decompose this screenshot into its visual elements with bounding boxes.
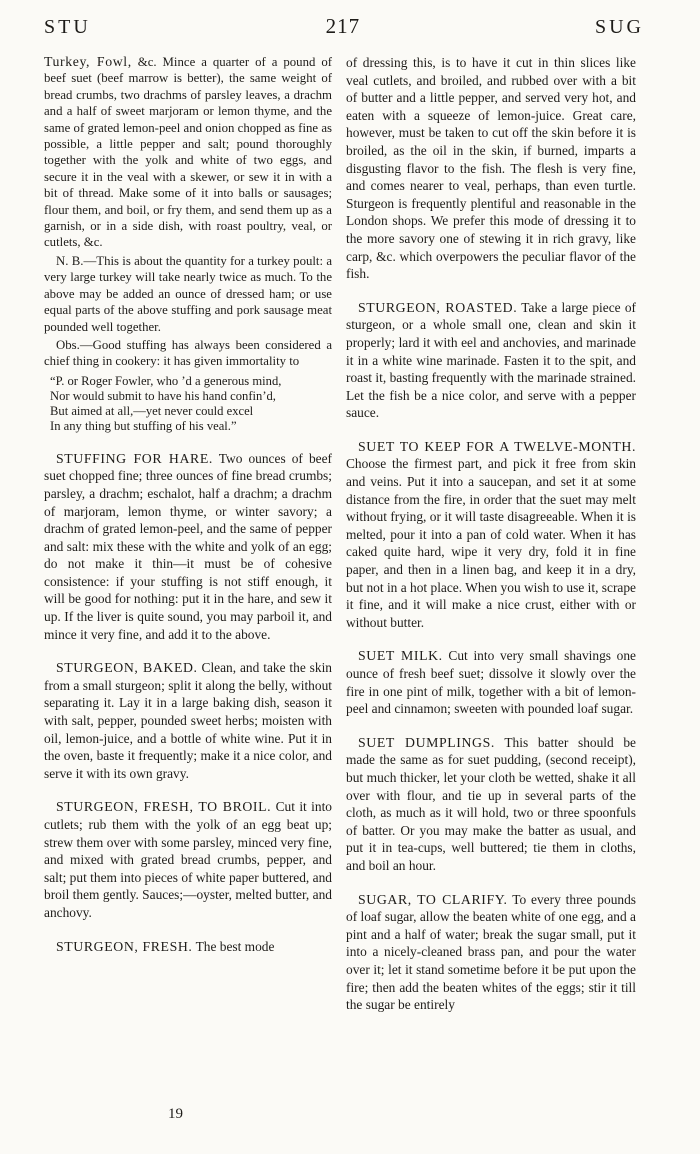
entry-heading: STURGEON, BAKED. (56, 660, 198, 676)
entry-sturgeon-broil (44, 798, 332, 921)
entry-heading: STURGEON, ROASTED. (358, 299, 518, 315)
entry-suet-to-keep (346, 438, 636, 632)
entry-body: The best mode (195, 938, 275, 954)
entry-heading: Turkey, Fowl, (44, 54, 132, 69)
entry-body: Two ounces of beef suet chopped fine; three ounces of fine bread crumbs; parsley, a drachm; eschalot, half a drachm; a drachm of marjoram, lemon thyme, or winter savory; a drachm of grated lemon-peel, and the same of pepper and salt: mix these with the white and yolk of an egg; do not make it thin—it must be of cohesive consistence: if your stuffing is not stiff enough, it will be good for nothing: put it in the hare, and sew it up. If the liver is quite sound, you may parboil it, and mince it very fine, and add it to the above. (44, 450, 332, 642)
verse-line: But aimed at all,—yet never could excel (50, 403, 254, 418)
entry-heading: SUGAR, TO CLARIFY. (358, 891, 508, 907)
left-column (44, 54, 332, 971)
entry-suet-dumplings (346, 734, 636, 875)
entry-body: This batter should be made the same as for suet pudding, (second receipt), but much thicker, let your cloth be wetted, shake it all over with flour, and tie up in several parts of the cloth, as much as it will hold, two or three spoonfuls of batter. Or you may make the batter as usual, and put it in tea-cups, well buttered; tie them in cloths, and boil an hour. (346, 734, 636, 873)
page-number: 217 (325, 14, 361, 38)
entry-stuffing-for-hare (44, 450, 332, 644)
running-header (44, 14, 644, 40)
obs-note: Obs.—Good stuffing has always been considered a chief thing in cookery: it has given immortality to (44, 337, 332, 369)
verse-quote (50, 374, 332, 434)
entry-heading: SUET TO KEEP FOR A TWELVE-MONTH. (358, 438, 636, 454)
right-column (346, 54, 636, 1030)
entry-sturgeon-fresh (44, 938, 332, 956)
entry-sturgeon-roasted (346, 299, 636, 422)
entry-sugar-to-clarify (346, 891, 636, 1014)
nb-note: N. B.—This is about the quantity for a turkey poult: a very large turkey will take nearly twice as much. To the above may be added an ounce of dressed ham; or use equal parts of the above stuffing and pork sausage meat pounded well together. (44, 253, 332, 334)
entry-body: Clean, and take the skin from a small sturgeon; split it along the belly, without separating it. Lay it in a large baking dish, season it with salt, pepper, pounded sweet herbs; moisten with oil, lemon-juice, and a bottle of white wine. Put it in the oven, baste it frequently; make it a nice color, and serve it with its own gravy. (44, 660, 332, 781)
entry-heading: SUET MILK. (358, 648, 443, 664)
entry-turkey-stuffing (44, 54, 332, 251)
entry-body: &c. Mince a quarter of a pound of beef suet (beef marrow is better), the same weight of bread crumbs, two drachms of parsley leaves, a drachm and a half of sweet marjoram or lemon thyme, and the same of grated lemon-peel and onion chopped as fine as possible, a little pepper and salt; pound thoroughly together with the yolk and white of two eggs, and secure it in the veal with a skewer, or sew it in with a bit of thread. Make some of it into balls or sausages; flour them, and boil, or fry them, and send them up as a garnish, or in a side dish, with roast poultry, veal, or cutlets, &c. (44, 55, 333, 250)
entry-heading: STURGEON, FRESH. (56, 938, 193, 954)
entry-body: Choose the firmest part, and pick it free from skin and veins. Put it into a saucepan, and set it at some distance from the fire, in order that the suet may melt without frying, or it will taste disagreeable. When it is melted, pour it into a pan of cold water. When it has caked quite hard, wipe it very dry, fold it in fine paper, and then in a linen bag, and keep it in a dry, but not in a hot place. When you wish to use it, scrape it fine, and it will make a nice crust, either with or without butter. (346, 456, 636, 630)
entry-sturgeon-fresh-continued (346, 54, 636, 283)
verse-line: In any thing but stuffing of his veal.” (50, 418, 237, 433)
entry-heading: SUET DUMPLINGS. (358, 734, 495, 750)
signature-mark: 19 (168, 1106, 183, 1122)
entry-body: Take a large piece of sturgeon, or a whole small one, clean and skin it properly; lard it with eel and anchovies, and marinade it in a white wine marinade. Fasten it to the spit, and roast it, basting frequently with the marinade strained. Let the fish be a nice color, and serve with a pepper sauce. (346, 299, 636, 421)
verse-line: Nor would submit to have his hand confin’d, (50, 388, 276, 403)
header-right-guide: SUG (594, 16, 644, 38)
entry-body: of dressing this, is to have it cut in thin slices like veal cutlets, and broiled, and rubbed over with a bit of butter and a little pepper, and served very hot, and eaten with a squeeze of lemon-juice. Great care, however, must be taken to cut off the skin before it is broiled, as the oil in the skin, if burned, imparts a disgusting flavor to the fish. The flesh is very fine, and comes nearer to veal, perhaps, than even turtle. Sturgeon is frequently plentiful and reasonable in the London shops. We prefer this mode of dressing it to the more savory one of stewing it in rich gravy, like carp, &c. which overpowers the peculiar flavor of the fish. (346, 55, 636, 282)
entry-body: Cut it into cutlets; rub them with the yolk of an egg beat up; strew them over with some parsley, minced very fine, and mixed with grated bread crumbs, pepper, and salt; put them into pieces of white paper buttered, and broil them gently. Sauces;—oyster, melted butter, and anchovy. (44, 799, 332, 920)
header-left-guide: STU (44, 16, 91, 38)
verse-line: “P. or Roger Fowler, who ’d a generous mind, (50, 373, 282, 388)
entry-body: Cut into very small shavings one ounce of fresh beef suet; dissolve it slowly over the fire in one pint of milk, together with a bit of lemon-peel and cinnamon; sweeten with pounded loaf sugar. (346, 648, 636, 717)
entry-sturgeon-baked (44, 659, 332, 782)
entry-heading: STURGEON, FRESH, TO BROIL. (56, 799, 272, 815)
entry-heading: STUFFING FOR HARE. (56, 450, 213, 466)
entry-body: To every three pounds of loaf sugar, allow the beaten white of one egg, and a pint and a half of water; break the sugar small, put it into a nicely-cleaned brass pan, and pour the water over it; let it stand sometime before it be put upon the fire; then add the beaten whites of the eggs; stir it till the sugar be entirely (346, 891, 636, 1013)
entry-suet-milk (346, 647, 636, 717)
